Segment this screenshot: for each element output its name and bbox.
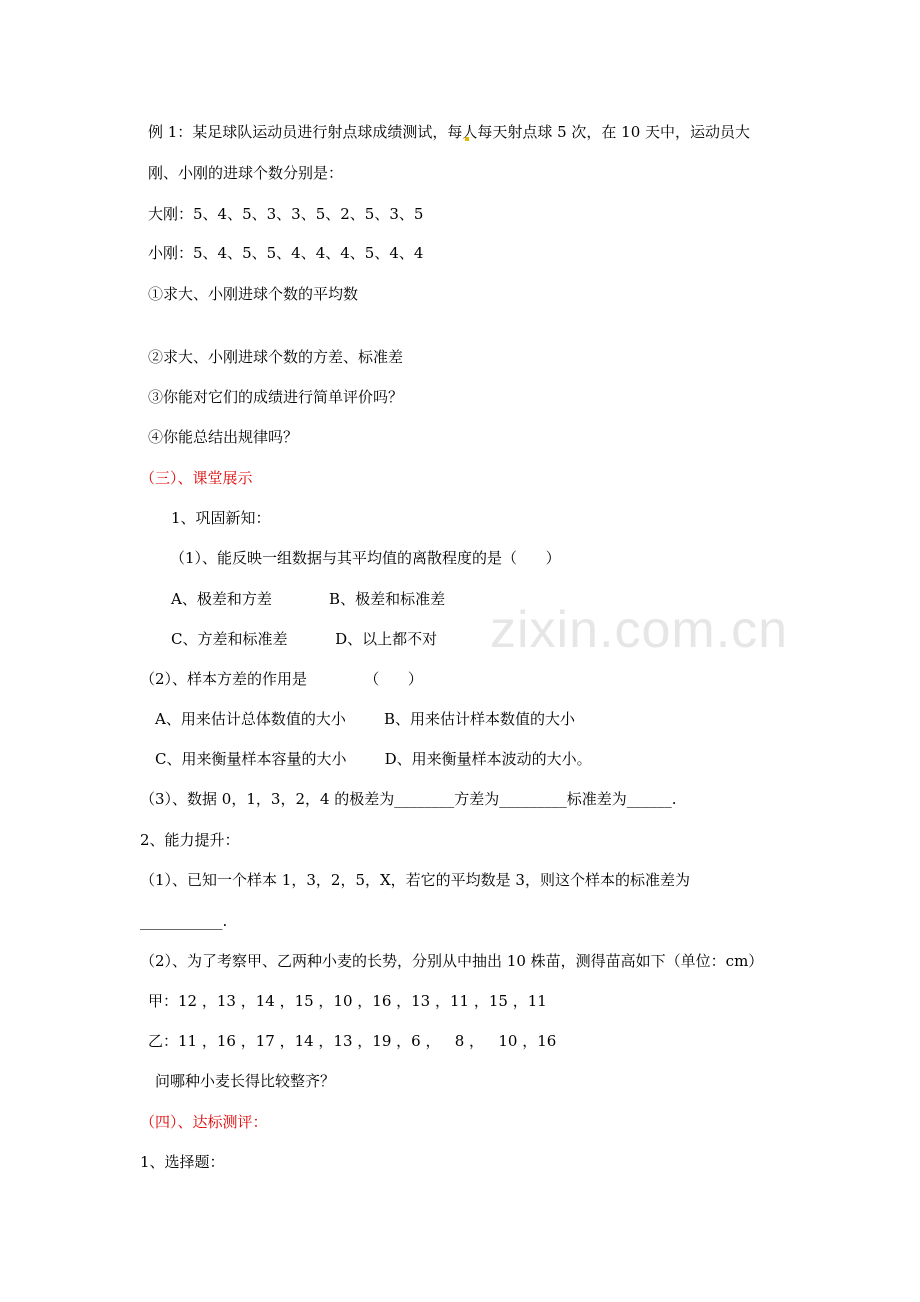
problem-1-options-ab: A、极差和方差 B、极差和标准差: [171, 590, 446, 608]
problem-4-line-2: ___________.: [140, 912, 228, 930]
problem-2-options-ab: A、用来估计总体数值的大小 B、用来估计样本数值的大小: [155, 710, 576, 728]
subsection-ability: 2、能力提升：: [140, 831, 240, 849]
problem-4-line-1: （1）、已知一个样本 1，3，2，5，X，若它的平均数是 3，则这个样本的标准差为: [140, 871, 690, 889]
watermark-text: zixin.com.cn: [490, 601, 789, 659]
problem-5-question: 问哪种小麦长得比较整齐？: [155, 1072, 336, 1090]
problem-1: （1）、能反映一组数据与其平均值的离散程度的是（ ）: [170, 549, 561, 567]
section-3-heading: （三）、课堂展示: [140, 469, 253, 487]
problem-5: （2）、为了考察甲、乙两种小麦的长势，分别从中抽出 10 株苗，测得苗高如下（单位：cm）: [140, 952, 764, 970]
question-4: ④你能总结出规律吗？: [148, 428, 299, 446]
problem-1-options-cd: C、方差和标准差 D、以上都不对: [171, 630, 438, 648]
problem-2-options-cd: C、用来衡量样本容量的大小 D、用来衡量样本波动的大小。: [155, 750, 592, 768]
dagang-scores: 大刚：5、4、5、3、3、5、2、5、3、5: [148, 205, 424, 223]
wheat-yi-heights: 乙：11 ，16 ，17 ，14 ，13 ，19 ，6 ， 8 ， 10 ，16: [148, 1032, 557, 1050]
example-line-1: 例 1：某足球队运动员进行射点球成绩测试，每人每天射点球 5 次，在 10 天中，运动员大: [148, 123, 751, 141]
subsection-choice: 1、选择题：: [140, 1153, 225, 1171]
example-line-2: 刚、小刚的进球个数分别是：: [148, 164, 344, 182]
question-1: ①求大、小刚进球个数的平均数: [148, 285, 359, 303]
problem-2: （2）、样本方差的作用是 （ ）: [140, 670, 423, 688]
problem-3: （3）、数据 0，1，3，2，4 的极差为________方差为_________标准差为______.: [140, 790, 677, 808]
section-4-heading: （四）、达标测评：: [140, 1113, 268, 1131]
subsection-consolidate: 1、巩固新知：: [171, 509, 271, 527]
xiaogang-scores: 小刚：5、4、5、5、4、4、4、5、4、4: [148, 244, 424, 262]
question-2: ②求大、小刚进球个数的方差、标准差: [148, 348, 404, 366]
question-3: ③你能对它们的成绩进行简单评价吗？: [148, 388, 404, 406]
wheat-jia-heights: 甲：12 ，13 ，14 ，15 ，10 ，16 ，13 ，11 ，15 ，11: [148, 992, 547, 1010]
